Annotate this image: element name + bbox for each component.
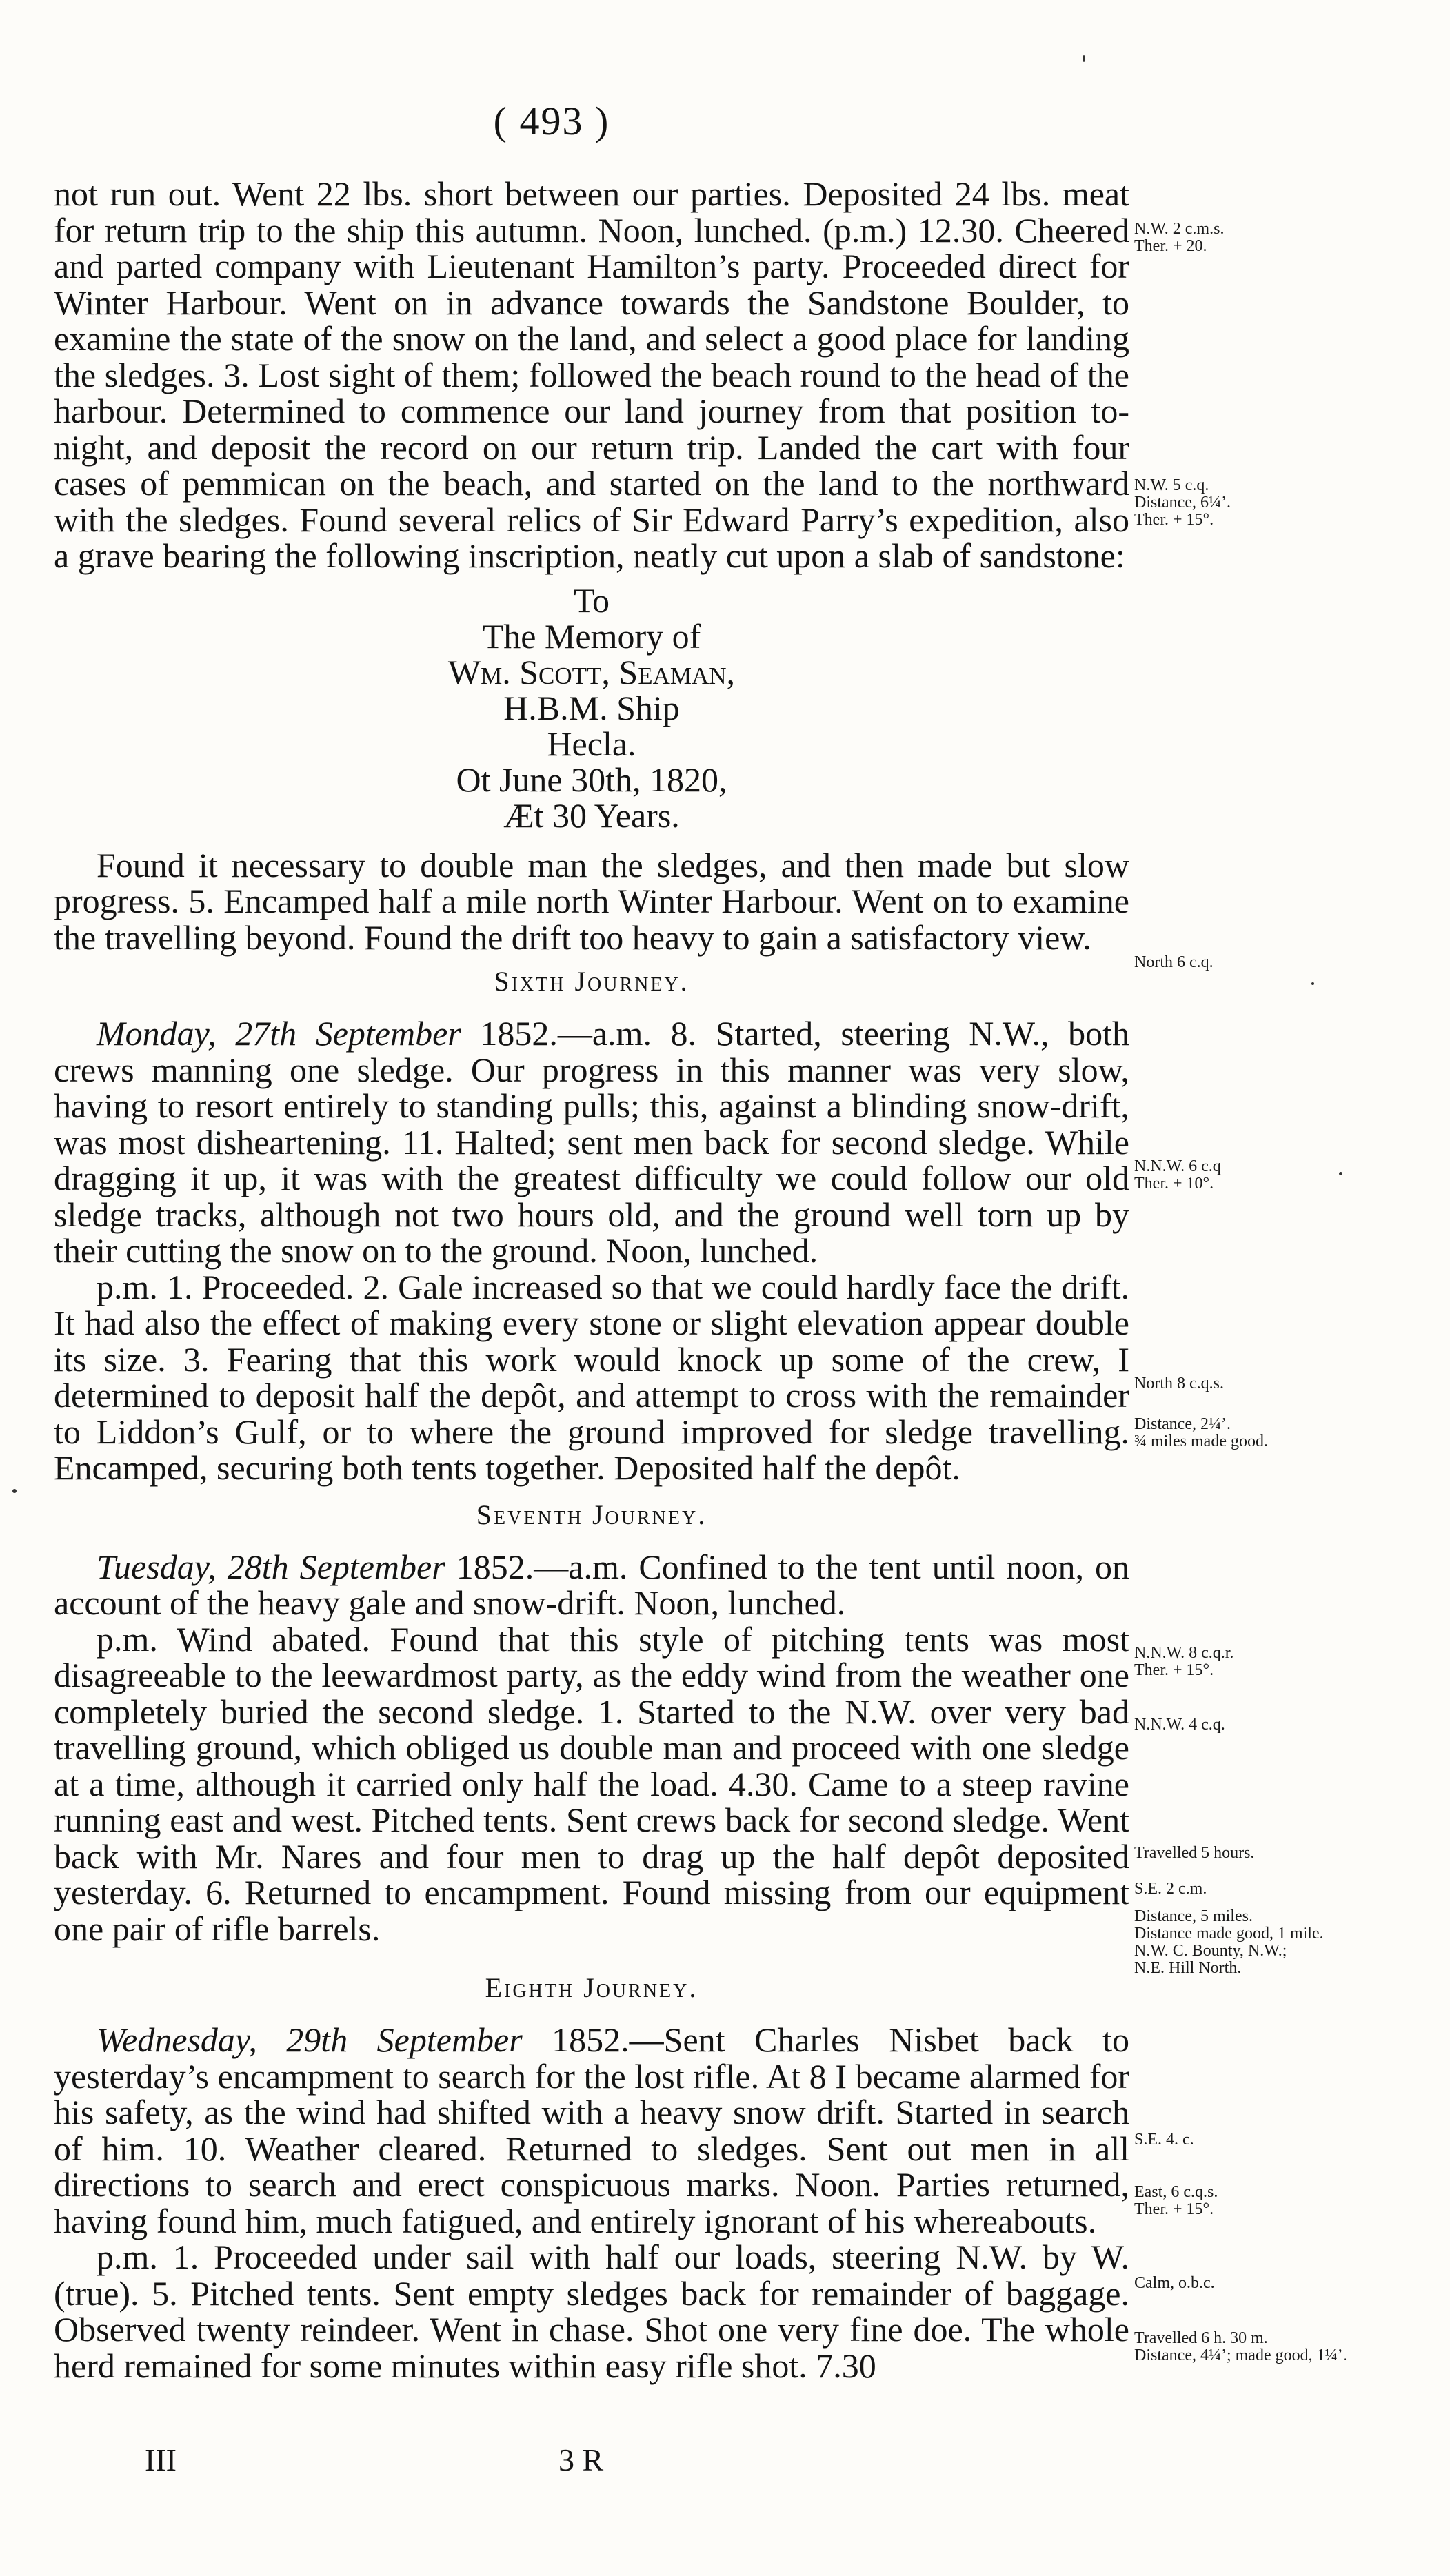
signature-mark: III [145, 2442, 177, 2477]
entry-date: Tuesday, 28th September [97, 1547, 445, 1586]
seventh-journey-heading: Seventh Journey. [476, 1499, 707, 1530]
scan-speck [1339, 1172, 1342, 1175]
inscription-line: The Memory of [482, 616, 701, 656]
margin-note: N.W. 2 c.m.s. Ther. + 20. [1134, 220, 1225, 255]
entry-date: Monday, 27th September [97, 1014, 461, 1053]
margin-note: North 6 c.q. [1134, 953, 1214, 971]
signature-mark: 3 R [558, 2442, 604, 2477]
entry-date: Wednesday, 29th September [97, 2020, 523, 2059]
after-inscription-paragraph: Found it necessary to double man the sledges, and then made but slow progress. 5. Encamped half a mile north Winter Harbour. Went on to examine the travelling beyond. Found the drift too heavy to gain a satisfactory view. [54, 845, 1129, 957]
inscription-line: Ot June 30th, 1820, [456, 760, 727, 799]
sixth-journey-pm-paragraph: p.m. 1. Proceeded. 2. Gale increased so that we could hardly face the drift. It had also the effect of making every stone or slight elevation appear double its size. 3. Fearing that this work would knock up some of the crew, I determined to deposit half the depôt, and attempt to cross with the remainder to Liddon’s Gulf, or to where the ground improved for sledge travelling. Encamped, securing both tents together. Deposited half the depôt. [54, 1267, 1129, 1487]
margin-note: N.N.W. 6 c.q Ther. + 10°. [1134, 1157, 1221, 1193]
page-number: ( 493 ) [493, 99, 610, 143]
inscription-line: H.B.M. Ship [503, 688, 680, 727]
margin-note: Distance, 5 miles. Distance made good, 1 mile. N.W. C. Bounty, N.W.; N.E. Hill North. [1134, 1907, 1324, 1977]
eighth-journey-paragraph [54, 2022, 1129, 2239]
margin-note: N.N.W. 8 c.q.r. Ther. + 15°. [1134, 1644, 1234, 1679]
seventh-journey-pm-paragraph: p.m. Wind abated. Found that this style of pitching tents was most disagreeable to the leewardmost party, as the eddy wind from the weather one completely buried the second sledge. 1. Started to the N.W. over very bad travelling ground, which obliged us double man and proceed with one sledge at a time, although it carried only half the load. 4.30. Came to a steep ravine running east and west. Pitched tents. Sent crews back for second sledge. Went back with Mr. Nares and four men to drag up the half depôt deposited yesterday. 6. Returned to encampment. Found missing from our equipment one pair of rifle barrels. [54, 1619, 1129, 1948]
margin-note: S.E. 2 c.m. [1134, 1880, 1207, 1898]
main-text [54, 176, 1129, 2384]
entry-text: 1852.—a.m. Confined to the tent until noon, on account of the heavy gale and snow-drift. Noon, lunched. [54, 1547, 1130, 1622]
inscription-line: Hecla. [547, 724, 636, 763]
margin-note: Distance, 2¼’. ¾ miles made good. [1134, 1415, 1268, 1450]
margin-note: Travelled 5 hours. [1134, 1844, 1255, 1862]
scan-speck [12, 1489, 17, 1493]
inscription-line: Æt 30 Years. [503, 795, 680, 835]
margin-note: N.N.W. 4 c.q. [1134, 1716, 1225, 1734]
opening-paragraph: not run out. Went 22 lbs. short between our parties. Deposited 24 lbs. meat for return trip to the ship this autumn. Noon, lunched. (p.m.) 12.30. Cheered and parted company with Lieutenant Hamilton’s party. Proceeded direct for Winter Harbour. Went on in advance towards the Sandstone Boulder, to examine the state of the snow on the land, and select a good place for landing the sledges. 3. Lost sight of them; followed the beach round to the head of the harbour. Determined to commence our land journey from that position to-night, and deposit the record on our return trip. Landed the cart with four cases of pemmican on the beach, and started on the land to the northward with the sledges. Found several relics of Sir Edward Parry’s expedition, also a grave bearing the following inscription, neatly cut upon a slab of sandstone: [54, 174, 1129, 575]
seventh-journey-paragraph [54, 1549, 1129, 1621]
grave-inscription [54, 582, 1129, 833]
entry-text: 1852.—Sent Charles Nisbet back to yesterday’s encampment to search for the lost rifle. At 8 I became alarmed for his safety, as the wind had shifted with a heavy snow drift. Started in search of him. 10. Weather cleared. Returned to sledges. Sent out men in all directions to search and erect conspicuous marks. Noon. Parties returned, having found him, much fatigued, and entirely ignorant of his whereabouts. [54, 2020, 1129, 2240]
inscription-line: To [573, 580, 610, 620]
margin-note: North 8 c.q.s. [1134, 1375, 1224, 1392]
margin-note: Calm, o.b.c. [1134, 2274, 1215, 2292]
margin-note: East, 6 c.q.s. Ther. + 15°. [1134, 2183, 1218, 2218]
eighth-journey-heading: Eighth Journey. [485, 1972, 698, 2003]
scan-speck [1311, 982, 1314, 985]
sixth-journey-heading: Sixth Journey. [494, 966, 689, 997]
margin-note: S.E. 4. c. [1134, 2131, 1194, 2149]
entry-text: 1852.—a.m. 8. Started, steering N.W., both crews manning one sledge. Our progress in this manner was very slow, having to resort entirely to standing pulls; this, against a blinding snow-drift, was most disheartening. 11. Halted; sent men back for second sledge. While dragging it up, it was with the greatest difficulty we could follow our old sledge tracks, although not two hours old, and the ground well torn up by their cutting the snow on to the ground. Noon, lunched. [54, 1014, 1130, 1270]
margin-note: N.W. 5 c.q. Distance, 6¼’. Ther. + 15°. [1134, 476, 1231, 529]
eighth-journey-pm-paragraph: p.m. 1. Proceeded under sail with half our loads, steering N.W. by W. (true). 5. Pitched tents. Sent empty sledges back for remainder of baggage. Observed twenty reindeer. Went in chase. Shot one very fine doe. The whole herd remained for some minutes within easy rifle shot. 7.30 [54, 2238, 1129, 2385]
inscription-line: Wm. Scott, Seaman, [447, 652, 736, 691]
margin-note: Travelled 6 h. 30 m. Distance, 4¼’; made good, 1¼’. [1134, 2329, 1347, 2364]
sixth-journey-paragraph [54, 1015, 1129, 1269]
scan-speck [1083, 55, 1085, 62]
